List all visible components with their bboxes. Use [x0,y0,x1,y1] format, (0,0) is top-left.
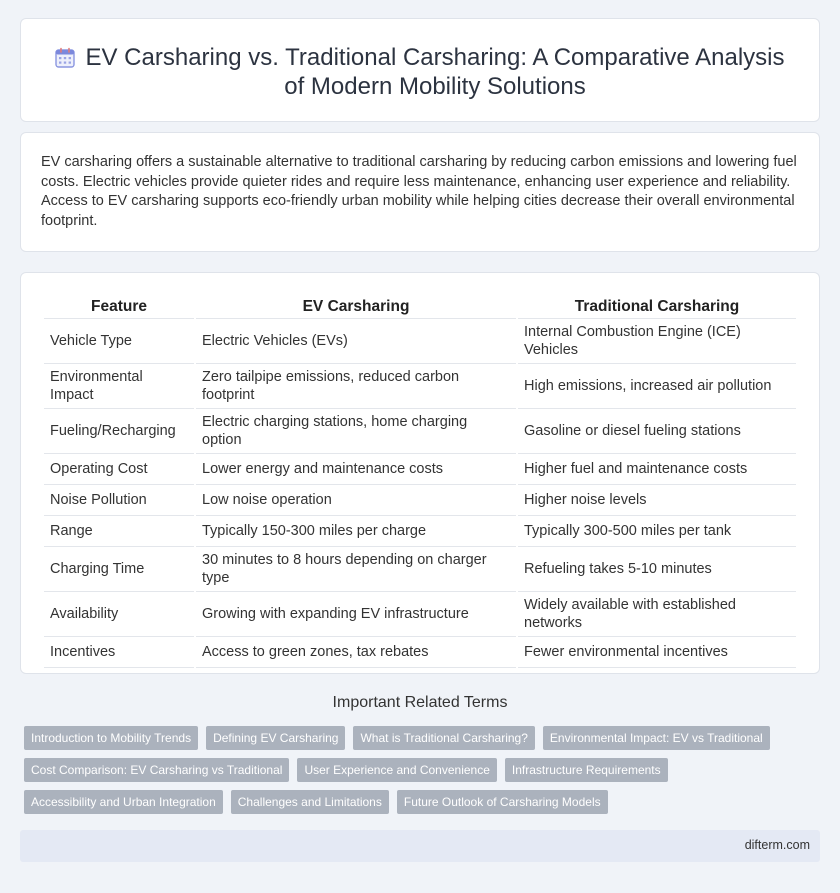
table-cell: Availability [44,592,194,637]
table-cell: Refueling takes 5-10 minutes [518,547,796,592]
column-header-feature: Feature [44,295,194,319]
table-row [44,637,796,668]
comparison-table [42,295,798,668]
column-header-ev: EV Carsharing [196,295,516,319]
table-cell: Noise Pollution [44,485,194,516]
table-cell: Vehicle Type [44,319,194,364]
table-cell: High emissions, increased air pollution [518,364,796,409]
comparison-table-card [20,272,820,674]
related-terms-tags [24,726,824,822]
table-cell: Internal Combustion Engine (ICE) Vehicles [518,319,796,364]
related-term-tag[interactable]: Future Outlook of Carsharing Models [397,790,608,814]
table-cell: Electric Vehicles (EVs) [196,319,516,364]
related-term-tag[interactable]: Accessibility and Urban Integration [24,790,223,814]
table-cell: Access to green zones, tax rebates [196,637,516,668]
related-term-tag[interactable]: Introduction to Mobility Trends [24,726,198,750]
table-row [44,454,796,485]
tag-row [24,758,824,782]
related-term-tag[interactable]: Environmental Impact: EV vs Traditional [543,726,770,750]
table-cell: Zero tailpipe emissions, reduced carbon footprint [196,364,516,409]
table-cell: Fueling/Recharging [44,409,194,454]
table-row [44,409,796,454]
tag-row [24,790,824,814]
table-cell: 30 minutes to 8 hours depending on charger type [196,547,516,592]
footer-bar [20,830,820,862]
table-cell: Growing with expanding EV infrastructure [196,592,516,637]
table-row [44,592,796,637]
related-term-tag[interactable]: Infrastructure Requirements [505,758,668,782]
related-term-tag[interactable]: Defining EV Carsharing [206,726,345,750]
table-cell: Electric charging stations, home charging option [196,409,516,454]
table-cell: Higher noise levels [518,485,796,516]
table-cell: Typically 150-300 miles per charge [196,516,516,547]
table-cell: Charging Time [44,547,194,592]
table-row [44,364,796,409]
table-cell: Range [44,516,194,547]
related-term-tag[interactable]: User Experience and Convenience [297,758,496,782]
table-cell: Operating Cost [44,454,194,485]
tag-row [24,726,824,750]
related-term-tag[interactable]: What is Traditional Carsharing? [353,726,534,750]
table-row [44,485,796,516]
table-cell: Environmental Impact [44,364,194,409]
related-term-tag[interactable]: Challenges and Limitations [231,790,389,814]
table-row [44,319,796,364]
table-cell: Higher fuel and maintenance costs [518,454,796,485]
header-card [20,18,820,122]
related-terms-heading: Important Related Terms [332,694,508,711]
table-cell: Gasoline or diesel fueling stations [518,409,796,454]
table-row [44,516,796,547]
table-cell: Typically 300-500 miles per tank [518,516,796,547]
intro-card [20,132,820,252]
table-cell: Widely available with established networks [518,592,796,637]
footer-site-link[interactable]: difterm.com [744,838,810,852]
related-term-tag[interactable]: Cost Comparison: EV Carsharing vs Traditional [24,758,289,782]
intro-paragraph: EV carsharing offers a sustainable alternative to traditional carsharing by reducing carbon emissions and lowering fuel costs. Electric vehicles provide quieter rides and require less maintenance, enhancing user experience and reliability. Access to EV carsharing supports eco-friendly urban mobility while helping cities decrease their overall environmental footprint. [41,154,797,229]
table-cell: Low noise operation [196,485,516,516]
table-cell: Incentives [44,637,194,668]
table-row [44,547,796,592]
page-title: EV Carsharing vs. Traditional Carsharing: A Comparative Analysis of Modern Mobility Solutions [85,44,785,100]
table-header-row [44,295,796,319]
table-cell: Fewer environmental incentives [518,637,796,668]
table-cell: Lower energy and maintenance costs [196,454,516,485]
column-header-traditional: Traditional Carsharing [518,295,796,319]
